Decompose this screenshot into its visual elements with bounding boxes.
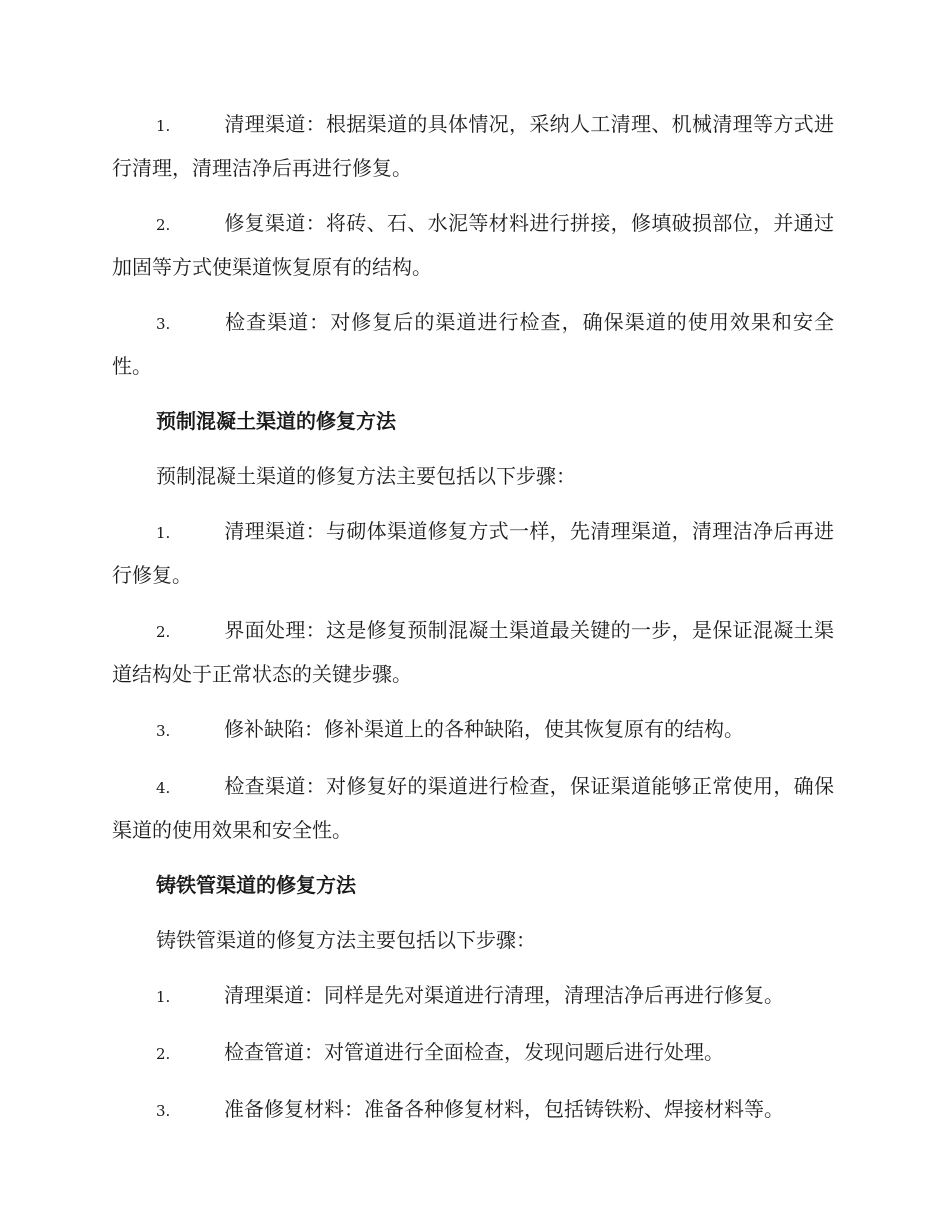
list-text: 检查渠道：对修复好的渠道进行检查，保证渠道能够正常使用，确保渠道的使用效果和安全性。 xyxy=(112,774,834,842)
list-text: 检查渠道：对修复后的渠道进行检查，确保渠道的使用效果和安全性。 xyxy=(112,310,834,378)
section-heading: 铸铁管渠道的修复方法 xyxy=(156,873,356,897)
list-text: 清理渠道：与砌体渠道修复方式一样，先清理渠道，清理洁净后再进行修复。 xyxy=(112,519,834,587)
list-item xyxy=(112,1088,834,1132)
list-number: 2. xyxy=(156,1045,171,1063)
list-text: 清理渠道：根据渠道的具体情况，采纳人工清理、机械清理等方式进行清理，清理洁净后再进行修复。 xyxy=(112,112,834,180)
list-number: 3. xyxy=(156,1102,171,1120)
list-number: 1. xyxy=(156,524,171,542)
document-page xyxy=(112,103,834,1145)
section-intro: 铸铁管渠道的修复方法主要包括以下步骤： xyxy=(156,928,536,952)
list-number: 4. xyxy=(156,779,171,797)
list-text: 修复渠道：将砖、石、水泥等材料进行拼接，修填破损部位，并通过加固等方式使渠道恢复原有的结构。 xyxy=(112,211,834,279)
section-precast-concrete xyxy=(112,400,834,851)
list-item xyxy=(112,103,834,189)
section-cast-iron-pipe xyxy=(112,864,834,1132)
list-item xyxy=(112,1031,834,1075)
list-item xyxy=(112,202,834,288)
list-item xyxy=(112,708,834,752)
list-number: 2. xyxy=(156,216,171,234)
list-number: 1. xyxy=(156,988,171,1006)
list-item xyxy=(112,609,834,695)
list-text: 准备修复材料：准备各种修复材料，包括铸铁粉、焊接材料等。 xyxy=(224,1097,784,1121)
list-item xyxy=(112,301,834,387)
section-masonry-steps xyxy=(112,103,834,387)
list-text: 清理渠道：同样是先对渠道进行清理，清理洁净后再进行修复。 xyxy=(224,983,784,1007)
list-text: 界面处理：这是修复预制混凝土渠道最关键的一步，是保证混凝土渠道结构处于正常状态的关键步骤。 xyxy=(112,618,834,686)
section-intro: 预制混凝土渠道的修复方法主要包括以下步骤： xyxy=(156,464,576,488)
list-text: 修补缺陷：修补渠道上的各种缺陷，使其恢复原有的结构。 xyxy=(224,717,744,741)
list-item xyxy=(112,765,834,851)
list-text: 检查管道：对管道进行全面检查，发现问题后进行处理。 xyxy=(224,1040,724,1064)
list-number: 1. xyxy=(156,117,171,135)
section-heading: 预制混凝土渠道的修复方法 xyxy=(156,409,396,433)
list-number: 3. xyxy=(156,722,171,740)
list-number: 3. xyxy=(156,315,171,333)
list-item xyxy=(112,974,834,1018)
list-item xyxy=(112,510,834,596)
list-number: 2. xyxy=(156,623,171,641)
